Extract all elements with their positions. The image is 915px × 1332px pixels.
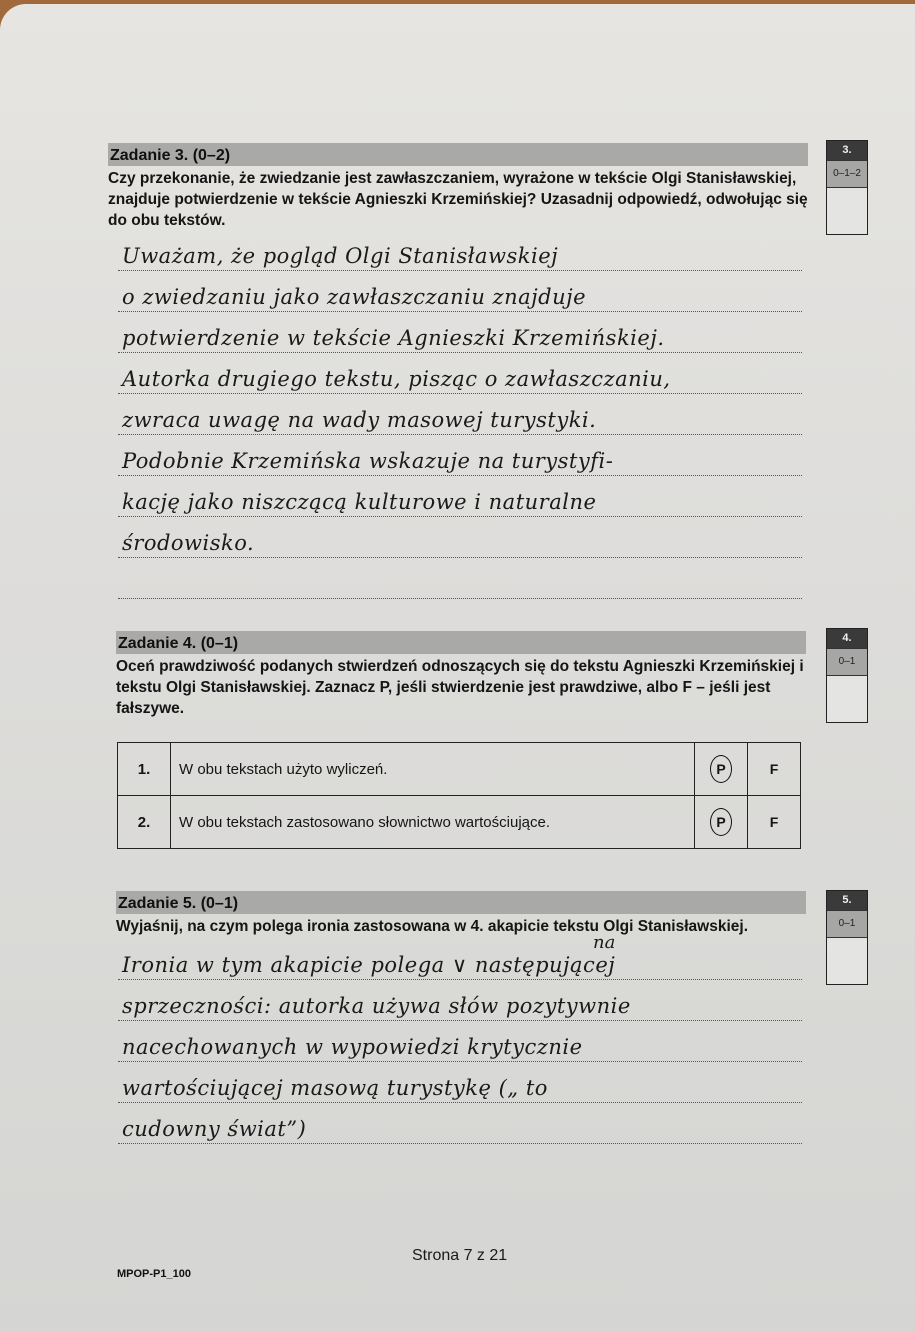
option-true[interactable] bbox=[695, 796, 748, 849]
statement-index: 1. bbox=[118, 743, 171, 796]
handwritten-text: o zwiedzaniu jako zawłaszczaniu znajduje bbox=[122, 285, 587, 309]
handwritten-text: cudowny świat”) bbox=[122, 1117, 307, 1141]
table-row bbox=[118, 796, 801, 849]
handwritten-text: sprzeczności: autorka używa słów pozytywnie bbox=[122, 994, 631, 1018]
answer-line bbox=[118, 1021, 802, 1062]
answer-line bbox=[118, 230, 802, 271]
answer-line bbox=[118, 353, 802, 394]
circled-answer-mark: P bbox=[710, 755, 732, 783]
statement-index: 2. bbox=[118, 796, 171, 849]
answer-line bbox=[118, 517, 802, 558]
task-5-score-field[interactable] bbox=[827, 938, 867, 984]
task-5-prompt: Wyjaśnij, na czym polega ironia zastosowana w 4. akapicie tekstu Olgi Stanisławskiej. bbox=[116, 918, 748, 935]
task-3-header: Zadanie 3. (0–2) bbox=[108, 143, 808, 166]
answer-line bbox=[118, 939, 802, 980]
handwritten-text: Podobnie Krzemińska wskazuje na turystyfi- bbox=[122, 449, 614, 473]
task-4-score-range: 0–1 bbox=[827, 648, 867, 676]
handwritten-text: Ironia w tym akapicie polega ∨ następującej bbox=[122, 953, 616, 977]
page-number: Strona 7 z 21 bbox=[412, 1247, 508, 1264]
answer-line bbox=[118, 980, 802, 1021]
statement-text: W obu tekstach zastosowano słownictwo wartościujące. bbox=[171, 796, 695, 849]
task-3-answer-area[interactable] bbox=[118, 230, 802, 599]
answer-line bbox=[118, 1062, 802, 1103]
answer-line bbox=[118, 476, 802, 517]
task-3-score-range: 0–1–2 bbox=[827, 160, 867, 188]
task-4-score-box bbox=[826, 628, 868, 723]
task-4-prompt: Oceń prawdziwość podanych stwierdzeń odnoszących się do tekstu Agnieszki Krzemińskiej i tekstu Olgi Stanisławskiej. Zaznacz P, jeśli stwierdzenie jest prawdziwe, albo F – jeśli jest fałszywe. bbox=[116, 658, 804, 717]
task-4-header: Zadanie 4. (0–1) bbox=[116, 631, 806, 654]
task-5-answer-area[interactable] bbox=[118, 939, 802, 1144]
answer-line bbox=[118, 394, 802, 435]
option-false[interactable]: F bbox=[748, 796, 801, 849]
handwritten-text: Uważam, że pogląd Olgi Stanisławskiej bbox=[122, 244, 559, 268]
option-false[interactable]: F bbox=[748, 743, 801, 796]
task-5-score-box bbox=[826, 890, 868, 985]
task-3-score-number: 3. bbox=[827, 141, 867, 160]
task-4-score-number: 4. bbox=[827, 629, 867, 648]
task-5 bbox=[116, 891, 806, 937]
task-5-score-number: 5. bbox=[827, 891, 867, 910]
answer-line bbox=[118, 435, 802, 476]
task-4-score-field[interactable] bbox=[827, 676, 867, 722]
task-4 bbox=[116, 631, 806, 719]
handwritten-text: potwierdzenie w tekście Agnieszki Krzemińskiej. bbox=[122, 326, 665, 350]
task-3 bbox=[108, 143, 808, 231]
handwritten-text: wartościującej masową turystykę („ to bbox=[122, 1076, 548, 1100]
answer-line bbox=[118, 558, 802, 599]
handwritten-text: nacechowanych w wypowiedzi krytycznie bbox=[122, 1035, 583, 1059]
option-true[interactable] bbox=[695, 743, 748, 796]
task-3-score-box bbox=[826, 140, 868, 235]
circled-answer-mark: P bbox=[710, 808, 732, 836]
handwritten-text: kację jako niszczącą kulturowe i naturalne bbox=[122, 490, 597, 514]
exam-page bbox=[0, 4, 915, 1332]
handwritten-text: Autorka drugiego tekstu, pisząc o zawłaszczaniu, bbox=[122, 367, 671, 391]
statement-text: W obu tekstach użyto wyliczeń. bbox=[171, 743, 695, 796]
task-5-score-range: 0–1 bbox=[827, 910, 867, 938]
handwritten-text: środowisko. bbox=[122, 531, 255, 555]
task-3-score-field[interactable] bbox=[827, 188, 867, 234]
exam-code: MPOP-P1_100 bbox=[117, 1268, 191, 1280]
task-5-header: Zadanie 5. (0–1) bbox=[116, 891, 806, 914]
answer-line bbox=[118, 271, 802, 312]
handwritten-insertion: na bbox=[593, 932, 616, 953]
answer-line bbox=[118, 1103, 802, 1144]
task-3-prompt: Czy przekonanie, że zwiedzanie jest zawłaszczaniem, wyrażone w tekście Olgi Stanisławskiej, znajduje potwierdzenie w tekście Agnieszki Krzemińskiej? Uzasadnij odpowiedź, odwołując się do obu tekstów. bbox=[108, 170, 808, 229]
table-row bbox=[118, 743, 801, 796]
handwritten-text: zwraca uwagę na wady masowej turystyki. bbox=[122, 408, 597, 432]
answer-line bbox=[118, 312, 802, 353]
true-false-table bbox=[117, 742, 801, 849]
